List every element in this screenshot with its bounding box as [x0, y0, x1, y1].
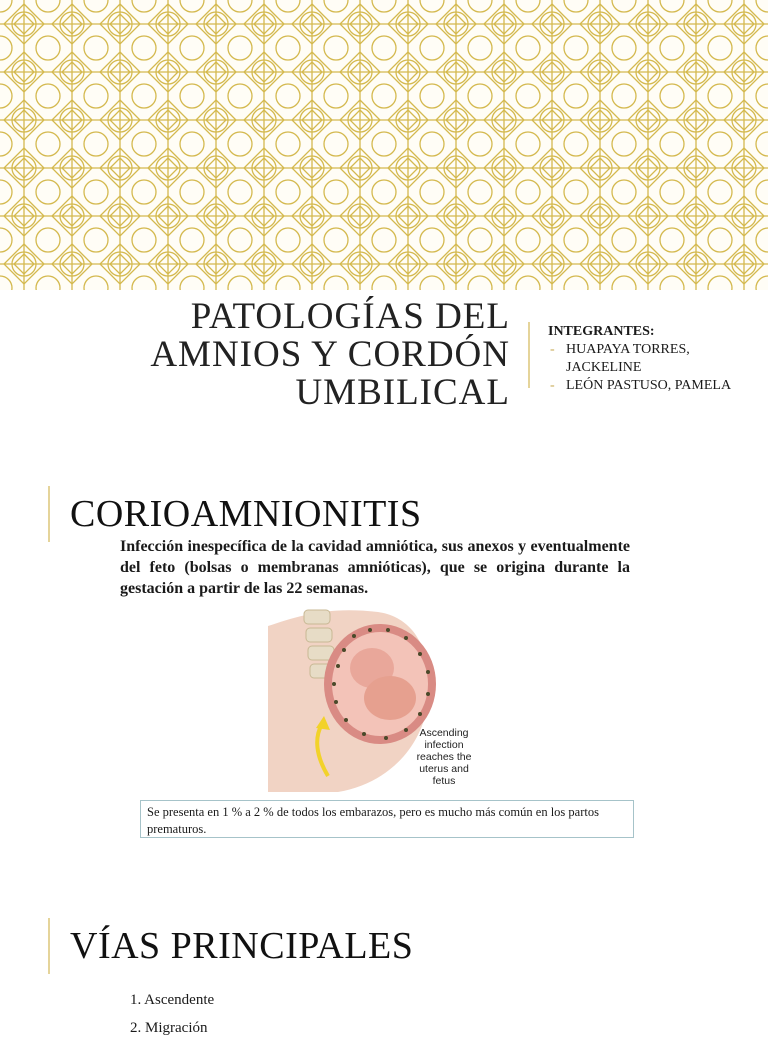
presentation-title — [60, 298, 510, 412]
title-divider-bar — [528, 322, 530, 388]
list-item: 2. Migración — [130, 1020, 208, 1036]
section2-title: VÍAS PRINCIPALES — [70, 925, 414, 967]
members-heading: INTEGRANTES: — [548, 324, 655, 339]
figure-caption-line-3: reaches the — [416, 751, 472, 763]
figure-caption-line-1: Ascending — [419, 727, 469, 739]
section1-title: CORIOAMNIONITIS — [70, 493, 422, 535]
chorioamnionitis-illustration — [268, 606, 502, 792]
figure-caption-line-5: fetus — [432, 775, 456, 787]
figure-caption-line-4: uterus and — [419, 763, 469, 775]
member-item-1: - HUAPAYA TORRES, JACKELINE — [548, 341, 763, 377]
section1-description: Infección inespecífica de la cavidad amniótica, sus anexos y eventualmente del feto (bolsas o membranas amnióticas), que se origina durante la gestación a partir de las 22 semanas. — [120, 538, 630, 597]
decorative-pattern-banner — [0, 0, 768, 290]
section1-accent-bar — [48, 486, 50, 542]
routes-list — [130, 986, 214, 1042]
title-line-2: AMNIOS Y CORDÓN — [150, 334, 510, 375]
section2-accent-bar — [48, 918, 50, 974]
title-line-3: UMBILICAL — [295, 372, 510, 413]
members-block — [548, 323, 763, 395]
title-line-1: PATOLOGÍAS DEL — [190, 296, 510, 337]
list-item: 1. Ascendente — [130, 992, 215, 1008]
figure-caption-line-2: infection — [424, 739, 464, 751]
prevalence-note: Se presenta en 1 % a 2 % de todos los embarazos, pero es mucho más común en los partos prematuros. — [140, 800, 634, 838]
member-item-2: - LEÓN PASTUSO, PAMELA — [548, 377, 763, 395]
